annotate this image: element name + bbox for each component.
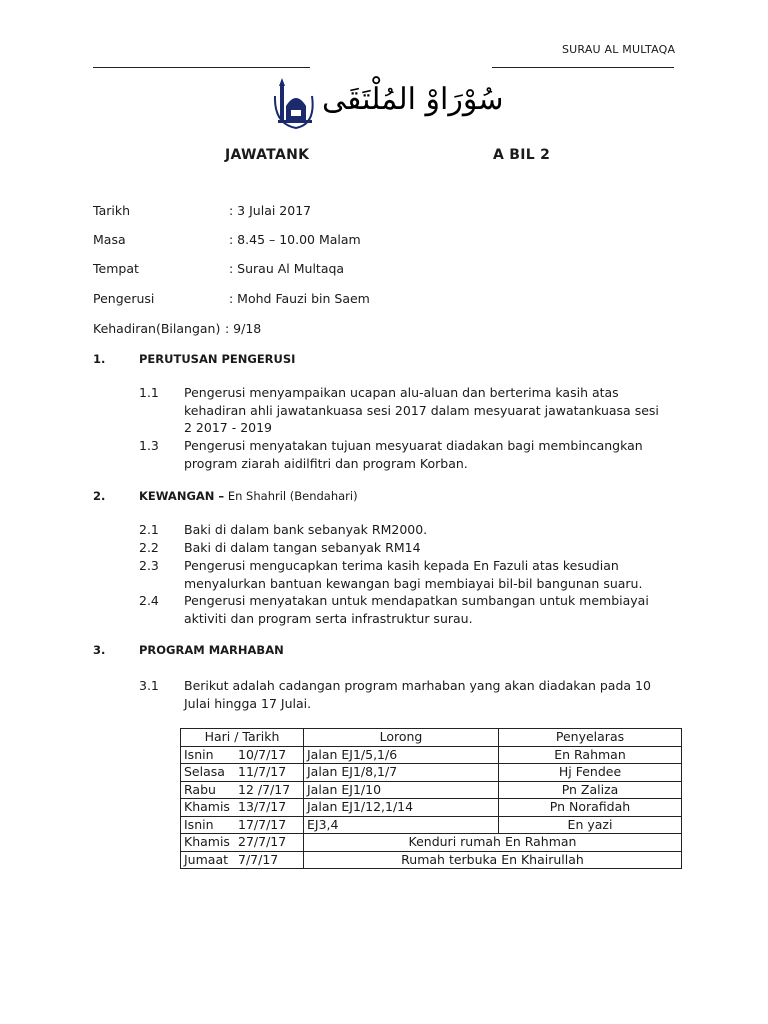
info-value-pengerusi: : Mohd Fauzi bin Saem (229, 291, 370, 306)
table-row (181, 781, 682, 799)
info-label-pengerusi: Pengerusi (93, 291, 155, 306)
item-2-2-number: 2.2 (139, 540, 159, 555)
table-row (181, 746, 682, 764)
org-name-header: SURAU AL MULTAQA (562, 43, 676, 56)
header-penyelaras: Penyelaras (499, 729, 682, 747)
info-label-kehadiran: Kehadiran(Bilangan) (93, 321, 221, 336)
item-2-1-text: Baki di dalam bank sebanyak RM2000. (184, 522, 428, 537)
arabic-calligraphy-title: سُوْرَاوْ المُلْتَقَى (322, 82, 504, 117)
table-row-merged (181, 851, 682, 869)
table-header-row (181, 729, 682, 747)
info-label-tempat: Tempat (93, 261, 139, 276)
marhaban-schedule-table (180, 728, 682, 869)
cell-penyelaras: En Rahman (499, 746, 682, 764)
cell-hari-tarikh: Selasa 11/7/17 (181, 764, 304, 782)
cell-lorong: Jalan EJ1/8,1/7 (304, 764, 499, 782)
cell-penyelaras: Hj Fendee (499, 764, 682, 782)
table-row (181, 816, 682, 834)
section-1-title: PERUTUSAN PENGERUSI (139, 352, 296, 366)
info-value-tempat: : Surau Al Multaqa (229, 261, 345, 276)
item-3-1-text: Berikut adalah cadangan program marhaban yang akan diadakan pada 10 Julai hingga 17 Julai. (184, 678, 651, 711)
table-row (181, 764, 682, 782)
item-1-3-text: Pengerusi menyatakan tujuan mesyuarat diadakan bagi membincangkan program ziarah aidilfitri dan program Korban. (184, 438, 643, 471)
doc-title-left: JAWATANK (225, 147, 310, 163)
header-lorong: Lorong (304, 729, 499, 747)
cell-lorong: Jalan EJ1/5,1/6 (304, 746, 499, 764)
info-value-kehadiran: : 9/18 (225, 321, 262, 336)
cell-hari-tarikh: Rabu 12 /7/17 (181, 781, 304, 799)
cell-hari-tarikh: Jumaat 7/7/17 (181, 851, 304, 869)
section-2-title: KEWANGAN – En Shahril (Bendahari) (139, 489, 358, 503)
cell-hari-tarikh: Isnin 10/7/17 (181, 746, 304, 764)
item-2-3-text: Pengerusi mengucapkan terima kasih kepada En Fazuli atas kesudian menyalurkan bantuan kewangan bagi membiayai bil-bil bangunan suaru. (184, 558, 643, 591)
table-row (181, 799, 682, 817)
cell-penyelaras: Pn Zaliza (499, 781, 682, 799)
surau-logo (272, 76, 504, 137)
item-2-1-number: 2.1 (139, 522, 159, 537)
item-1-1-number: 1.1 (139, 385, 159, 400)
item-2-4-text: Pengerusi menyatakan untuk mendapatkan sumbangan untuk membiayai aktiviti dan program serta infrastruktur surau. (184, 593, 649, 626)
header-hari-tarikh: Hari / Tarikh (181, 729, 304, 747)
cell-penyelaras: Pn Norafidah (499, 799, 682, 817)
section-2-number: 2. (93, 489, 106, 503)
header-rule-right (492, 67, 674, 68)
info-label-tarikh: Tarikh (93, 203, 130, 218)
section-3-title: PROGRAM MARHABAN (139, 643, 284, 657)
info-value-tarikh: : 3 Julai 2017 (229, 203, 312, 218)
cell-penyelaras: En yazi (499, 816, 682, 834)
item-2-3-number: 2.3 (139, 558, 159, 573)
cell-hari-tarikh: Khamis 27/7/17 (181, 834, 304, 852)
section-3-number: 3. (93, 643, 106, 657)
item-2-4-number: 2.4 (139, 593, 159, 608)
cell-hari-tarikh: Khamis 13/7/17 (181, 799, 304, 817)
table-row-merged (181, 834, 682, 852)
section-1-number: 1. (93, 352, 106, 366)
doc-title-right: A BIL 2 (493, 147, 551, 163)
item-1-3-number: 1.3 (139, 438, 159, 453)
cell-lorong: Jalan EJ1/10 (304, 781, 499, 799)
item-3-1-number: 3.1 (139, 678, 159, 693)
item-2-2-text: Baki di dalam tangan sebanyak RM14 (184, 540, 421, 555)
info-value-masa: : 8.45 – 10.00 Malam (229, 232, 361, 247)
cell-lorong: Jalan EJ1/12,1/14 (304, 799, 499, 817)
cell-lorong: EJ3,4 (304, 816, 499, 834)
cell-note: Kenduri rumah En Rahman (304, 834, 682, 852)
cell-note: Rumah terbuka En Khairullah (304, 851, 682, 869)
header-rule-left (93, 67, 310, 68)
cell-hari-tarikh: Isnin 17/7/17 (181, 816, 304, 834)
info-label-masa: Masa (93, 232, 126, 247)
item-1-1-text: Pengerusi menyampaikan ucapan alu-aluan dan berterima kasih atas kehadiran ahli jawatankuasa sesi 2017 dalam mesyuarat jawatankuasa sesi 2 2017 - 2019 (184, 385, 659, 435)
